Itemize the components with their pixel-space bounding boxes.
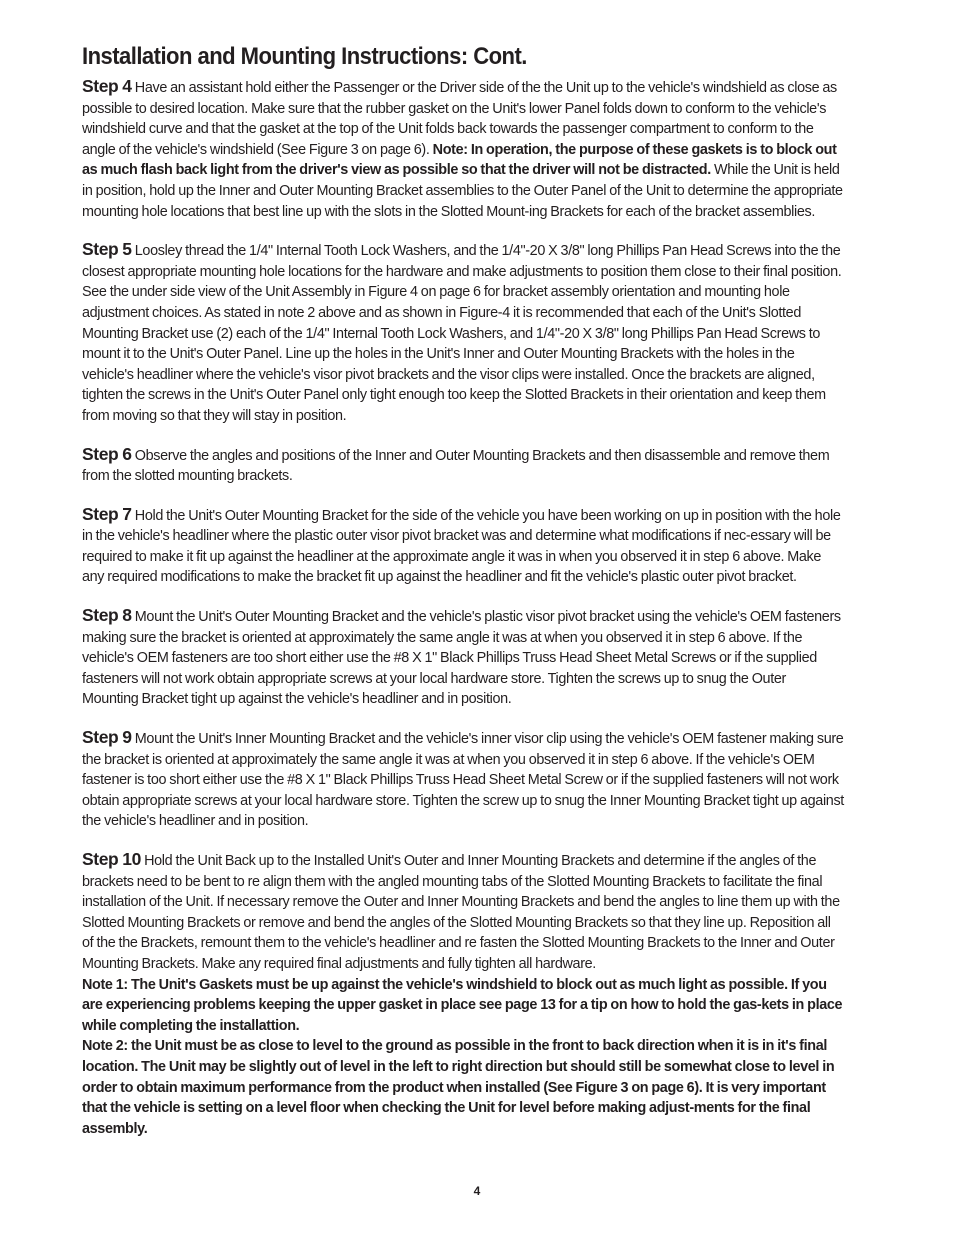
step-6	[82, 444, 844, 487]
step-10-note-1: Note 1: The Unit's Gaskets must be up against the vehicle's windshield to block out as much light as possible. If you are experiencing problems keeping the upper gasket in place see page 13 for a tip on how to hold the gas-kets in place while completing the installattion.	[82, 976, 843, 1034]
step-9-label: Step 9	[82, 727, 132, 748]
step-4-label: Step 4	[82, 76, 132, 96]
step-7	[82, 504, 844, 588]
step-5-text: Loosley thread the 1/4" Internal Tooth Lock Washers, and the 1/4"-20 X 3/8" long Phillips Pan Head Screws into the the closest appropriate mounting hole locations for the hardware and make adjustments to position them close to their final position. See the under side view of the Unit Assembly in Figure 4 on page 6 for bracket assembly orientation and mounting hole adjustment choices. As stated in note 2 above and as shown in Figure-4 it is recommended that each of the Unit's Slotted Mounting Bracket use (2) each of the 1/4" Internal Tooth Lock Washers, and 1/4"-20 X 3/8" long Phillips Pan Head Screws to mount it to the Unit's Outer Panel. Line up the holes in the Unit's Inner and Outer Mounting Brackets with the holes in the vehicle's headliner where the vehicle's visor pivot brackets and the visor clips were installed. Once the brackets are aligned, tighten the screws in the Unit's Outer Panel only tight enough too keep the Slotted Brackets in their orientation and keep them from moving so that they will stay in position.	[82, 243, 842, 424]
step-4-text: Have an assistant hold either the Passenger or the Driver side of the the Unit up to the vehicle's windshield as close as possible to desired location. Make sure that the rubber gasket on the Unit's lower Panel folds down to conform to the vehicle's windshield curve and that the gasket at the top of the Unit folds back towards the passenger compartment to conform to the angle of the vehicle's windshield (See Figure 3 on page 6).	[82, 80, 837, 158]
step-7-text: Hold the Unit's Outer Mounting Bracket for the side of the vehicle you have been working on up in position with the hole in the vehicle's headliner where the plastic outer visor pivot bracket was and determine what modifications if nec-essary will be required to make it fit up against the headliner at the approximate angle it was in when you observed it in step 6 above. Make any required modifications to make the bracket fit up against the headliner and fit the vehicle's plastic outer pivot bracket.	[82, 507, 841, 586]
step-5	[82, 239, 844, 426]
step-10-label: Step 10	[82, 849, 141, 869]
step-7-label: Step 7	[82, 503, 132, 524]
step-10-note-2: Note 2: the Unit must be as close to level to the ground as possible in the front to back direction when it is in it's final location. The Unit may be slightly out of level in the left to right direction but should still be somewhat close to level in order to obtain maximum performance from the product when installed (See Figure 3 on page 6). It is very important that the vehicle is setting on a level floor when checking the Unit for level before making adjust-ments for the final assembly.	[82, 1038, 835, 1137]
step-4-text-continued: While the Unit is held in position, hold up the Inner and Outer Mounting Bracket assemblies to the Outer Panel of the Unit to determine the appropriate mounting hole locations that best line up with the slots in the Slotted Mount-ing Brackets for each of the bracket assemblies.	[82, 162, 843, 220]
page-number: 4	[473, 1184, 481, 1198]
step-6-label: Step 6	[82, 443, 132, 464]
page-title: Installation and Mounting Instructions: Cont.	[82, 43, 527, 70]
step-6-text: Observe the angles and positions of the Inner and Outer Mounting Brackets and then disassemble and remove them from the slotted mounting brackets.	[82, 447, 830, 485]
step-8-text: Mount the Unit's Outer Mounting Bracket and the vehicle's plastic visor pivot bracket using the vehicle's OEM fasteners making sure the bracket is oriented at approximately the same angle it was at when you observed it in step 6 above. If the vehicle's OEM fasteners are too short either use the #8 X 1" Black Phillips Truss Head Sheet Metal Screws or if the supplied fasteners will not work obtain appropriate screws at your local hardware store. Tighten the screws up to snug the Outer Mounting Bracket tight up against the vehicle's headliner and in position.	[82, 609, 841, 708]
step-10-text: Hold the Unit Back up to the Installed Unit's Outer and Inner Mounting Brackets and determine if the angles of the brackets need to be bent to re align them with the angled mounting tabs of the Slotted Mounting Brackets to facilitate the final installation of the Unit. If necessary remove the Outer and Inner Mounting Brackets and bend the angles to line them up with the Slotted Mounting Brackets or remove and bend the angles of the Slotted Mounting Brackets so that they line up. Reposition all of the the Brackets, remount them to the vehicle's headliner and re fasten the Slotted Mounting Brackets to the Inner and Outer Mounting Brackets. Make any required final adjustments and fully tighten all hardware.	[82, 853, 840, 972]
step-9-text: Mount the Unit's Inner Mounting Bracket and the vehicle's inner visor clip using the vehicle's OEM fastener making sure the bracket is oriented at approximately the same angle it was at when you observed it in step 6 above. If the vehicle's OEM fastener is too short either use the #8 X 1" Black Phillips Truss Head Sheet Metal Screw or if the supplied fasteners will not work obtain appropriate screws at your local hardware store. Tighten the screw up to snug the Inner Mounting Bracket tight up against the vehicle's headliner and in position.	[82, 731, 844, 830]
step-5-label: Step 5	[82, 239, 132, 260]
document-page	[82, 40, 844, 1139]
step-10	[82, 849, 844, 1139]
step-4	[82, 76, 844, 222]
step-8	[82, 605, 844, 710]
step-8-label: Step 8	[82, 605, 132, 626]
step-4-note: Note: In operation, the purpose of these gaskets is to block out as much flash back light from the driver's view as possible so that the driver will not be distracted.	[82, 141, 837, 179]
step-9	[82, 727, 844, 832]
